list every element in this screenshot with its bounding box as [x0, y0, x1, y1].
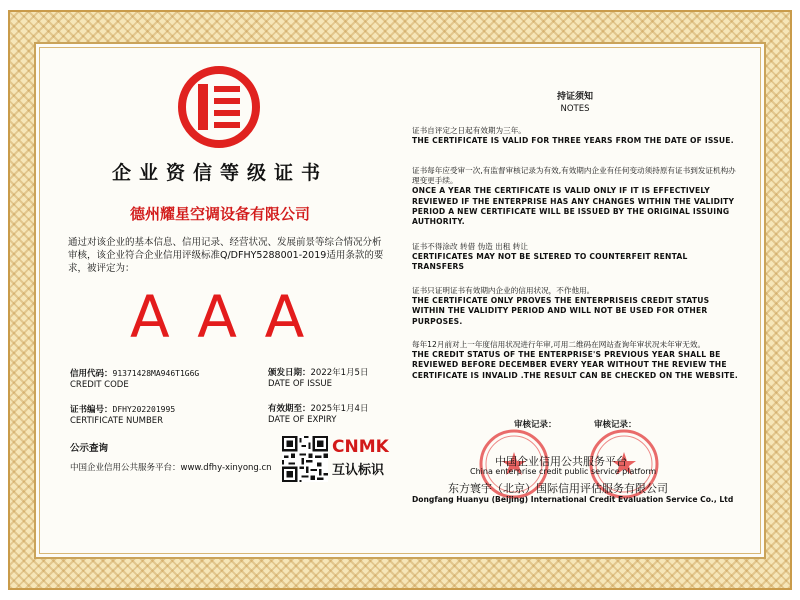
credit-code-label-en: CREDIT CODE	[70, 380, 129, 390]
notes-title-cn: 持证须知	[556, 92, 593, 102]
note-en: ONCE A YEAR THE CERTIFICATE IS VALID ONLY IF IT IS EFFECTIVELY REVIEWED IF THE ENTERPRISE HAS ANY CHANGES WITHIN THE VALIDITY PERIOD A NEW CERTIFICATE WILL BE ISSUED BY THE ORIGINAL ISSUING AUTHORITY.	[412, 186, 735, 227]
note-cn: 证书只证明证书有效期内企业的信用状况，不作他用。	[412, 286, 595, 295]
company-name: 德州耀星空调设备有限公司	[129, 205, 310, 223]
note-en: THE CERTIFICATE ONLY PROVES THE ENTERPRISEIS CREDIT STATUS WITHIN THE VALIDITY PERIOD AND WILL NOT BE USED FOR OTHER PURPOSES.	[412, 296, 710, 326]
note-en: THE CERTIFICATE IS VALID FOR THREE YEARS FROM THE DATE OF ISSUE.	[412, 136, 734, 146]
cert-number-value: DFHY202201995	[112, 405, 176, 414]
credit-code-value: 91371428MA946T1G6G	[112, 369, 200, 378]
issuer-name-en: Dongfang Huanyu (Beijing) International Credit Evaluation Service Co., Ltd	[412, 495, 734, 504]
credit-code-label: 信用代码：	[70, 369, 113, 379]
cnmk-badge: CNMK	[332, 437, 389, 457]
issue-date-value: 2022年1月5日	[310, 368, 369, 378]
note-cn: 每年12月前对上一年度信用状况进行年审,可用二维码在网站查询年审状况未年审无效。	[412, 340, 706, 349]
credit-code-field	[70, 368, 199, 391]
note-en: CERTIFICATES MAY NOT BE SLTERED TO COUNTERFEIT RENTAL TRANSFERS	[412, 252, 688, 272]
note-item	[412, 166, 740, 227]
note-item	[412, 286, 740, 327]
note-en: THE CREDIT STATUS OF THE ENTERPRISE'S PREVIOUS YEAR SHALL BE REVIEWED BEFORE DECEMBER EVERY YEAR WITHOUT THE REVIEW THE CERTIFICATE IS INVALID .THE RESULT CAN BE CHECKED ON THE WEBSITE.	[412, 350, 738, 380]
platform-url[interactable]: www.dfhy-xinyong.cn	[180, 463, 272, 473]
qr-code-icon[interactable]	[282, 436, 328, 482]
issuer-name-cn: 东方寰宇（北京）国际信用评估服务有限公司	[448, 482, 668, 495]
expiry-date-label-en: DATE OF EXPIRY	[268, 415, 337, 425]
note-item	[412, 340, 740, 381]
cert-number-label: 证书编号：	[70, 405, 113, 415]
authority-name-cn: 中国企业信用公共服务平台	[495, 455, 627, 468]
certificate-intro: 通过对该企业的基本信息、信用记录、经营状况、发展前景等综合情况分析审核，该企业符合企业信用评级标准Q/DFHY5288001-2019适用条款的要求，被评定为：	[68, 237, 384, 274]
public-query-line	[70, 461, 272, 473]
platform-label: 中国企业信用公共服务平台：	[70, 463, 181, 473]
note-cn: 证书自评定之日起有效期为三年。	[412, 126, 526, 135]
issue-date-label: 颁发日期：	[268, 368, 311, 378]
note-item	[412, 242, 740, 273]
mutual-recognition-label: 互认标识	[332, 463, 385, 478]
credit-grade: AAA	[130, 283, 331, 351]
note-cn: 证书每年应受审一次,有监督审核记录为有效,有效期内企业有任何变动须持原有证书到发证机构办理变更手续。	[412, 166, 736, 186]
expiry-date-label: 有效期至：	[268, 404, 311, 414]
issue-date-field	[268, 368, 368, 390]
expiry-date-value: 2025年1月4日	[310, 404, 369, 414]
issue-date-label-en: DATE OF ISSUE	[268, 379, 332, 389]
public-query-title: 公示查询	[70, 443, 109, 454]
notes-title-en: NOTES	[560, 104, 590, 114]
review-record-label: 审核记录：	[514, 420, 557, 430]
cert-number-label-en: CERTIFICATE NUMBER	[70, 416, 164, 426]
review-record-label: 审核记录：	[594, 420, 637, 430]
credit-logo-icon	[178, 66, 260, 148]
authority-name-en: China enterprise credit public service platform	[470, 467, 657, 476]
expiry-date-field	[268, 404, 368, 426]
cert-number-field	[70, 404, 175, 427]
certificate-title: 企业资信等级证书	[111, 162, 328, 184]
note-cn: 证书不得涂改 转借 伪造 出租 转让	[412, 242, 528, 251]
note-item	[412, 126, 740, 146]
